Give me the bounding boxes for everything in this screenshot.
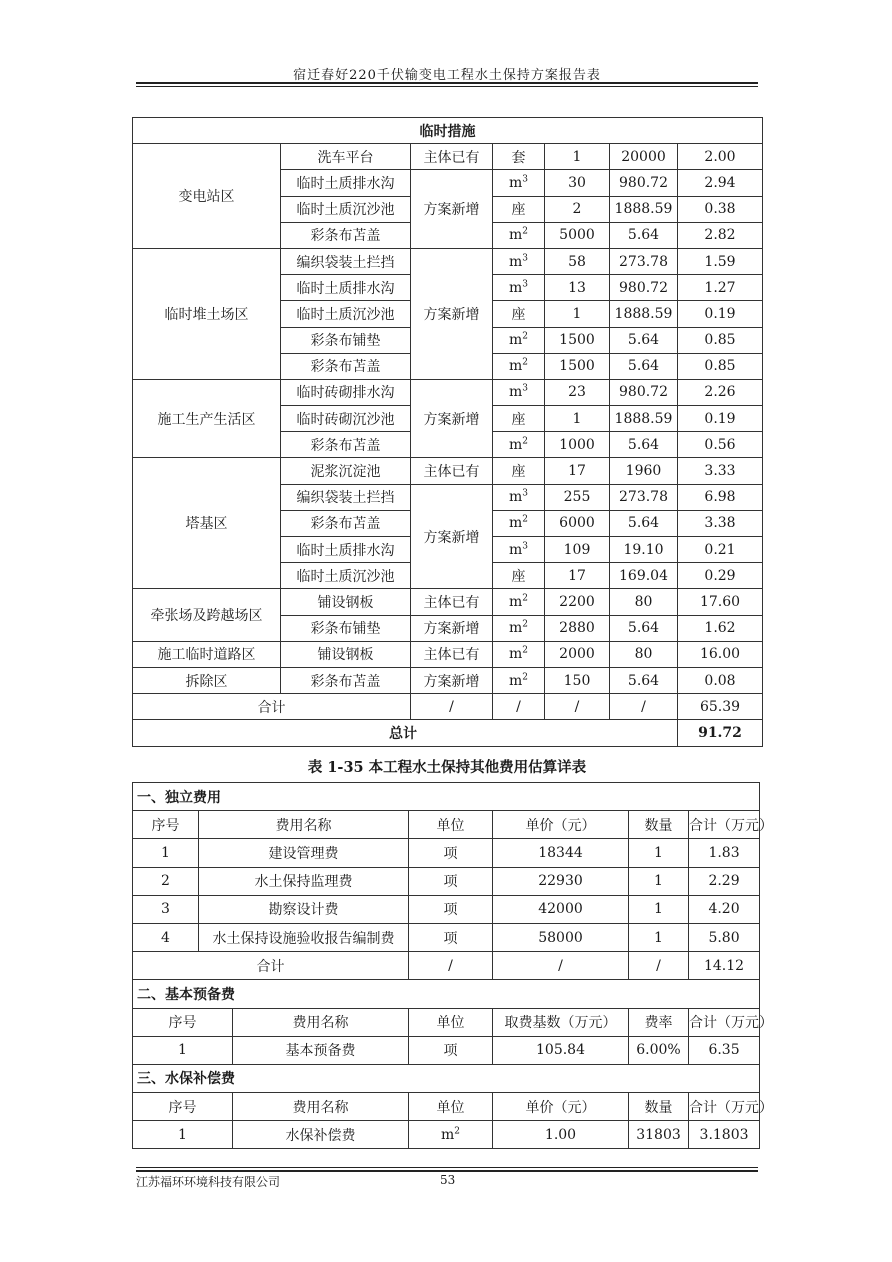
area-name: 临时堆土场区 <box>133 248 281 379</box>
measure-unit <box>493 537 545 563</box>
unit-base: 座 <box>511 411 526 428</box>
subtotal-slash: / <box>411 694 493 720</box>
measure-unit <box>493 248 545 274</box>
unit-exponent: 2 <box>522 226 528 237</box>
fee-unit: 项 <box>409 895 493 923</box>
col-header: 单价（元） <box>493 811 629 839</box>
compensation-total: 3.1803 <box>689 1121 760 1149</box>
col-header: 数量 <box>629 811 689 839</box>
subtotal-slash: / <box>493 694 545 720</box>
measure-unit <box>493 589 545 615</box>
measure-total: 2.94 <box>678 170 763 196</box>
measure-type: 主体已有 <box>411 144 493 170</box>
measure-type: 方案新增 <box>411 248 493 379</box>
measure-qty: 2880 <box>545 615 610 641</box>
fee-name: 勘察设计费 <box>199 895 409 923</box>
unit-exponent: 3 <box>522 540 528 551</box>
subtotal-slash: / <box>610 694 678 720</box>
measure-item: 临时土质排水沟 <box>281 275 411 301</box>
measure-total: 1.27 <box>678 275 763 301</box>
unit-base: m <box>508 541 523 558</box>
measure-total: 2.00 <box>678 144 763 170</box>
unit-base: m <box>508 384 523 401</box>
fee-qty: 1 <box>629 923 689 951</box>
measure-unit <box>493 275 545 301</box>
area-name: 牵张场及跨越场区 <box>133 589 281 641</box>
col-header: 单位 <box>409 1093 493 1121</box>
compensation-qty: 31803 <box>629 1121 689 1149</box>
unit-base: m <box>508 646 523 663</box>
measure-qty: 30 <box>545 170 610 196</box>
fee-price: 22930 <box>493 867 629 895</box>
measure-total: 16.00 <box>678 641 763 667</box>
grand-total-value: 91.72 <box>678 720 763 746</box>
fee-name: 水土保持设施验收报告编制费 <box>199 923 409 951</box>
measure-item: 临时砖砌排水沟 <box>281 379 411 405</box>
measure-price: 980.72 <box>610 379 678 405</box>
measure-unit <box>493 353 545 379</box>
measure-qty: 2200 <box>545 589 610 615</box>
col-header: 费率 <box>629 1008 689 1036</box>
unit-exponent: 2 <box>522 514 528 525</box>
col-header: 单价（元） <box>493 1093 629 1121</box>
col-header: 取费基数（万元） <box>493 1008 629 1036</box>
measure-type: 方案新增 <box>411 379 493 458</box>
measure-unit <box>493 379 545 405</box>
measure-total: 2.26 <box>678 379 763 405</box>
unit-base: 套 <box>511 149 526 166</box>
measure-type: 方案新增 <box>411 170 493 249</box>
area-name: 拆除区 <box>133 667 281 693</box>
measure-qty: 1500 <box>545 327 610 353</box>
measure-price: 1888.59 <box>610 406 678 432</box>
measure-price: 19.10 <box>610 537 678 563</box>
reserve-rate: 6.00% <box>629 1036 689 1064</box>
measure-item: 彩条布苫盖 <box>281 510 411 536</box>
reserve-base: 105.84 <box>493 1036 629 1064</box>
compensation-price: 1.00 <box>493 1121 629 1149</box>
col-header: 序号 <box>133 1008 233 1036</box>
compensation-fee-title: 三、水保补偿费 <box>133 1064 760 1092</box>
measure-price: 5.64 <box>610 510 678 536</box>
unit-base: m <box>440 1126 455 1143</box>
area-name: 变电站区 <box>133 144 281 249</box>
measure-total: 17.60 <box>678 589 763 615</box>
measure-price: 273.78 <box>610 484 678 510</box>
unit-exponent: 3 <box>522 174 528 185</box>
measure-qty: 23 <box>545 379 610 405</box>
measure-item: 临时土质沉沙池 <box>281 196 411 222</box>
measure-unit <box>493 196 545 222</box>
measure-item: 临时土质排水沟 <box>281 537 411 563</box>
compensation-no: 1 <box>133 1121 233 1149</box>
unit-exponent: 3 <box>522 383 528 394</box>
unit-base: 座 <box>511 568 526 585</box>
header-rule <box>136 82 758 84</box>
unit-base: m <box>508 253 523 270</box>
unit-base: m <box>508 279 523 296</box>
measure-price: 80 <box>610 641 678 667</box>
col-header: 费用名称 <box>199 811 409 839</box>
footer-rule-thin <box>136 1167 758 1168</box>
grand-total-label: 总计 <box>133 720 678 746</box>
unit-base: m <box>508 436 523 453</box>
unit-exponent: 2 <box>522 645 528 656</box>
measure-item: 临时土质排水沟 <box>281 170 411 196</box>
fee-no: 2 <box>133 867 199 895</box>
unit-base: m <box>508 174 523 191</box>
measure-unit <box>493 615 545 641</box>
measure-qty: 255 <box>545 484 610 510</box>
fee-total: 5.80 <box>689 923 760 951</box>
measure-item: 彩条布苫盖 <box>281 222 411 248</box>
measure-price: 80 <box>610 589 678 615</box>
unit-exponent: 2 <box>454 1126 460 1137</box>
reserve-no: 1 <box>133 1036 233 1064</box>
fee-price: 58000 <box>493 923 629 951</box>
measure-total: 3.38 <box>678 510 763 536</box>
measure-type: 主体已有 <box>411 589 493 615</box>
col-header: 合计（万元） <box>689 1093 760 1121</box>
measure-price: 169.04 <box>610 563 678 589</box>
measure-price: 980.72 <box>610 170 678 196</box>
measure-type: 主体已有 <box>411 641 493 667</box>
measure-item: 临时土质沉沙池 <box>281 301 411 327</box>
measure-qty: 109 <box>545 537 610 563</box>
page-number: 53 <box>440 1173 456 1187</box>
measure-total: 0.08 <box>678 667 763 693</box>
measure-qty: 1 <box>545 301 610 327</box>
measure-unit <box>493 170 545 196</box>
unit-exponent: 3 <box>522 279 528 290</box>
measure-qty: 2000 <box>545 641 610 667</box>
subtotal-value: 65.39 <box>678 694 763 720</box>
measure-qty: 1500 <box>545 353 610 379</box>
measure-type: 主体已有 <box>411 458 493 484</box>
fee-total: 2.29 <box>689 867 760 895</box>
reserve-unit: 项 <box>409 1036 493 1064</box>
measure-unit <box>493 301 545 327</box>
footer-company: 江苏福环环境科技有限公司 <box>136 1175 281 1189</box>
measure-qty: 1 <box>545 406 610 432</box>
unit-base: m <box>508 358 523 375</box>
measure-total: 0.21 <box>678 537 763 563</box>
measure-price: 5.64 <box>610 353 678 379</box>
measure-total: 0.29 <box>678 563 763 589</box>
fee-no: 1 <box>133 839 199 867</box>
measure-item: 临时土质沉沙池 <box>281 563 411 589</box>
measure-unit <box>493 327 545 353</box>
measure-total: 0.85 <box>678 353 763 379</box>
measure-qty: 17 <box>545 563 610 589</box>
measure-qty: 1 <box>545 144 610 170</box>
fee-total: 4.20 <box>689 895 760 923</box>
col-header: 单位 <box>409 1008 493 1036</box>
col-header: 合计（万元） <box>689 811 760 839</box>
reserve-total: 6.35 <box>689 1036 760 1064</box>
measure-unit <box>493 641 545 667</box>
fee-unit: 项 <box>409 839 493 867</box>
fee-name: 建设管理费 <box>199 839 409 867</box>
measure-item: 编织袋装土拦挡 <box>281 484 411 510</box>
measure-total: 1.62 <box>678 615 763 641</box>
measure-type: 方案新增 <box>411 615 493 641</box>
measure-qty: 13 <box>545 275 610 301</box>
measure-item: 彩条布苫盖 <box>281 353 411 379</box>
reserve-name: 基本预备费 <box>233 1036 409 1064</box>
measure-qty: 1000 <box>545 432 610 458</box>
measure-qty: 150 <box>545 667 610 693</box>
measure-item: 洗车平台 <box>281 144 411 170</box>
unit-base: 座 <box>511 202 526 219</box>
measure-total: 3.33 <box>678 458 763 484</box>
unit-exponent: 3 <box>522 252 528 263</box>
measure-price: 5.64 <box>610 222 678 248</box>
footer-rule <box>136 1170 758 1172</box>
fee-unit: 项 <box>409 923 493 951</box>
measure-item: 铺设钢板 <box>281 641 411 667</box>
area-name: 塔基区 <box>133 458 281 589</box>
fee-no: 3 <box>133 895 199 923</box>
compensation-name: 水保补偿费 <box>233 1121 409 1149</box>
measure-unit <box>493 563 545 589</box>
measure-price: 1960 <box>610 458 678 484</box>
unit-base: m <box>508 593 523 610</box>
unit-base: m <box>508 227 523 244</box>
measure-unit <box>493 667 545 693</box>
measure-item: 临时砖砌沉沙池 <box>281 406 411 432</box>
measure-type: 方案新增 <box>411 484 493 589</box>
unit-base: 座 <box>511 306 526 323</box>
measure-total: 0.56 <box>678 432 763 458</box>
measure-total: 0.38 <box>678 196 763 222</box>
unit-exponent: 3 <box>522 488 528 499</box>
unit-base: m <box>508 620 523 637</box>
measure-price: 5.64 <box>610 615 678 641</box>
measure-unit <box>493 458 545 484</box>
measure-item: 彩条布苫盖 <box>281 432 411 458</box>
col-header: 合计（万元） <box>689 1008 760 1036</box>
col-header: 费用名称 <box>233 1008 409 1036</box>
fee-subtotal-slash: / <box>409 952 493 980</box>
fee-unit: 项 <box>409 867 493 895</box>
unit-exponent: 2 <box>522 671 528 682</box>
measure-price: 1888.59 <box>610 196 678 222</box>
reserve-fee-title: 二、基本预备费 <box>133 980 760 1008</box>
col-header: 序号 <box>133 811 199 839</box>
independent-fee-title: 一、独立费用 <box>133 783 760 811</box>
unit-exponent: 2 <box>522 357 528 368</box>
measure-total: 0.85 <box>678 327 763 353</box>
compensation-unit <box>409 1121 493 1149</box>
measure-unit <box>493 406 545 432</box>
measure-unit <box>493 510 545 536</box>
measure-item: 泥浆沉淀池 <box>281 458 411 484</box>
measure-price: 5.64 <box>610 327 678 353</box>
subtotal-label: 合计 <box>133 694 411 720</box>
measure-total: 0.19 <box>678 406 763 432</box>
measure-unit <box>493 432 545 458</box>
fee-qty: 1 <box>629 839 689 867</box>
fee-price: 42000 <box>493 895 629 923</box>
measure-unit <box>493 222 545 248</box>
fee-qty: 1 <box>629 895 689 923</box>
unit-base: m <box>508 672 523 689</box>
fee-subtotal-slash: / <box>493 952 629 980</box>
col-header: 数量 <box>629 1093 689 1121</box>
measure-total: 6.98 <box>678 484 763 510</box>
unit-base: m <box>508 489 523 506</box>
fee-price: 18344 <box>493 839 629 867</box>
measure-type: 方案新增 <box>411 667 493 693</box>
measure-item: 彩条布铺垫 <box>281 615 411 641</box>
unit-exponent: 2 <box>522 593 528 604</box>
header-rule-thin <box>136 86 758 87</box>
unit-exponent: 2 <box>522 619 528 630</box>
measure-total: 0.19 <box>678 301 763 327</box>
table-caption: 表 1-35 本工程水土保持其他费用估算详表 <box>307 759 587 776</box>
measure-qty: 2 <box>545 196 610 222</box>
fee-name: 水土保持监理费 <box>199 867 409 895</box>
measure-unit <box>493 144 545 170</box>
other-fees-table <box>132 782 773 1149</box>
measure-qty: 58 <box>545 248 610 274</box>
measure-price: 5.64 <box>610 432 678 458</box>
measure-item: 彩条布铺垫 <box>281 327 411 353</box>
measure-total: 2.82 <box>678 222 763 248</box>
measure-item: 铺设钢板 <box>281 589 411 615</box>
unit-exponent: 2 <box>522 331 528 342</box>
fee-no: 4 <box>133 923 199 951</box>
unit-exponent: 2 <box>522 436 528 447</box>
unit-base: 座 <box>511 464 526 481</box>
col-header: 费用名称 <box>233 1093 409 1121</box>
measure-price: 20000 <box>610 144 678 170</box>
unit-base: m <box>508 332 523 349</box>
area-name: 施工生产生活区 <box>133 379 281 458</box>
fee-subtotal-value: 14.12 <box>689 952 760 980</box>
measure-price: 5.64 <box>610 667 678 693</box>
fee-total: 1.83 <box>689 839 760 867</box>
measure-qty: 6000 <box>545 510 610 536</box>
measure-total: 1.59 <box>678 248 763 274</box>
fee-subtotal-label: 合计 <box>133 952 409 980</box>
fee-qty: 1 <box>629 867 689 895</box>
measure-qty: 5000 <box>545 222 610 248</box>
measure-item: 彩条布苫盖 <box>281 667 411 693</box>
subtotal-slash: / <box>545 694 610 720</box>
measure-item: 编织袋装土拦挡 <box>281 248 411 274</box>
measure-qty: 17 <box>545 458 610 484</box>
unit-base: m <box>508 515 523 532</box>
measure-price: 273.78 <box>610 248 678 274</box>
col-header: 单位 <box>409 811 493 839</box>
fee-subtotal-slash: / <box>629 952 689 980</box>
col-header: 序号 <box>133 1093 233 1121</box>
measure-unit <box>493 484 545 510</box>
page-header-title: 宿迁春好220千伏输变电工程水土保持方案报告表 <box>293 68 601 83</box>
measure-price: 1888.59 <box>610 301 678 327</box>
measure-price: 980.72 <box>610 275 678 301</box>
temporary-measures-table <box>132 117 763 747</box>
section-title: 临时措施 <box>133 118 763 144</box>
area-name: 施工临时道路区 <box>133 641 281 667</box>
